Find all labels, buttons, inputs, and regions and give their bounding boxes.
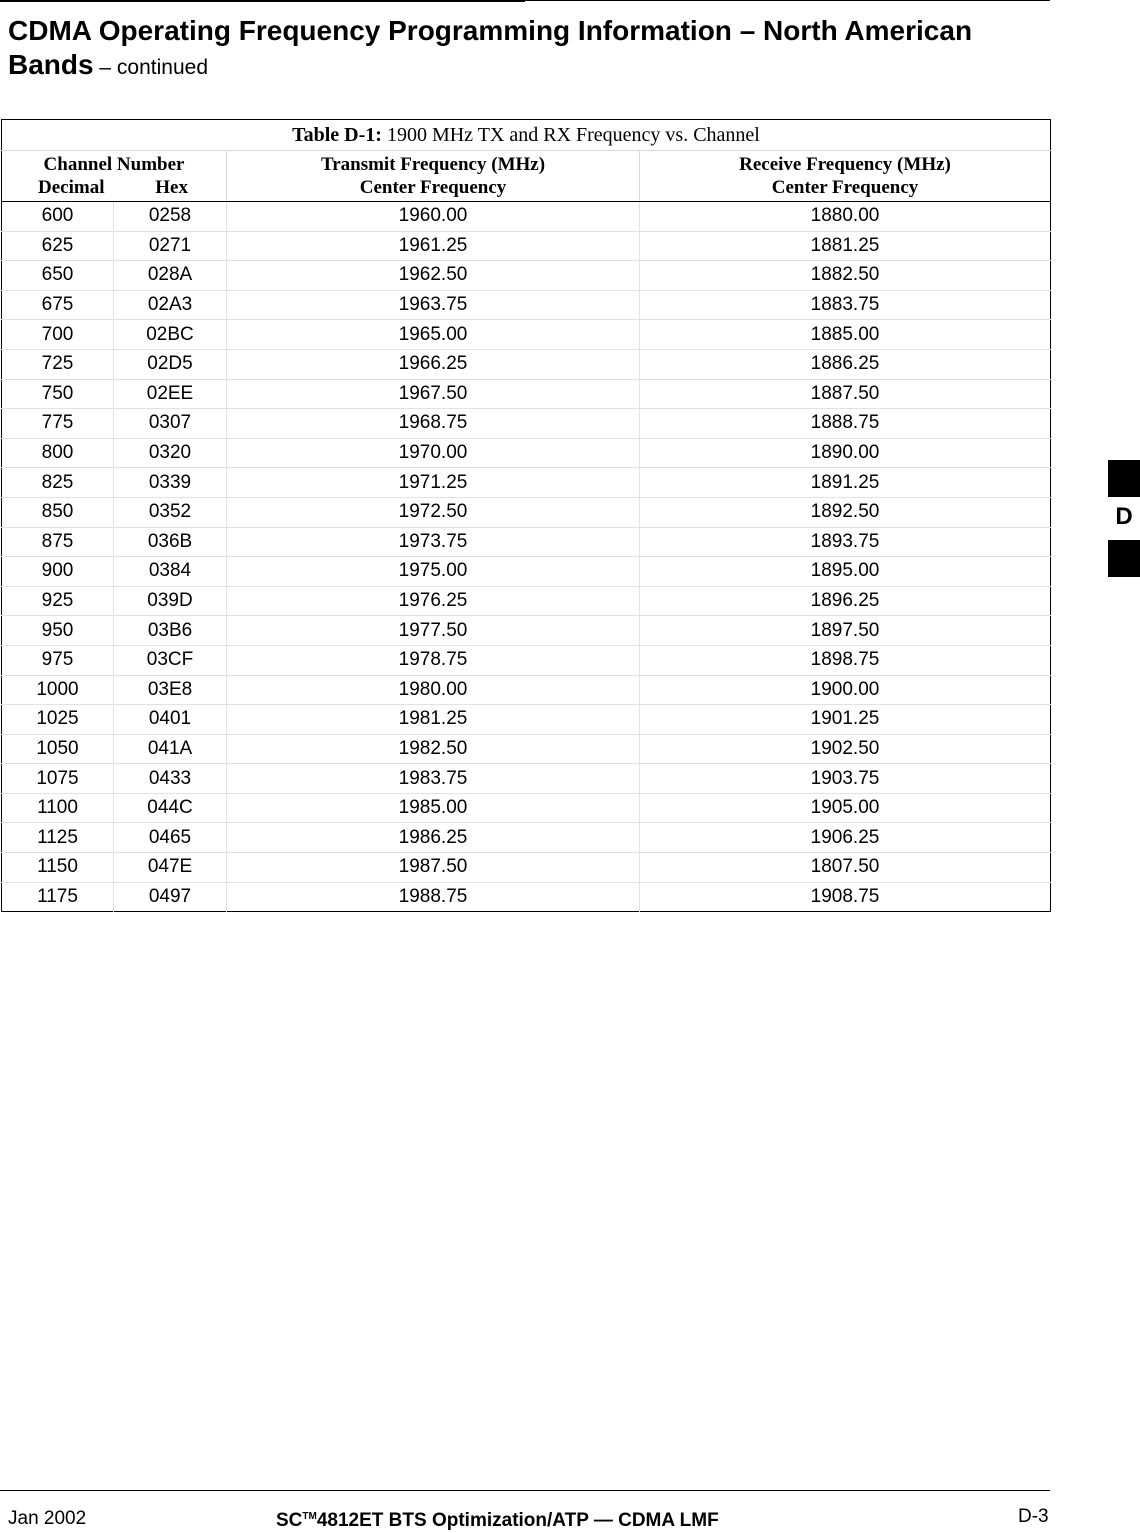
cell-transmit: 1966.25 (227, 349, 640, 379)
cell-hex: 02D5 (114, 349, 227, 379)
table-row (2, 290, 1051, 320)
cell-decimal: 850 (2, 497, 114, 527)
cell-decimal: 725 (2, 349, 114, 379)
cell-transmit: 1963.75 (227, 290, 640, 320)
cell-transmit: 1986.25 (227, 823, 640, 853)
cell-hex: 03E8 (114, 675, 227, 705)
cell-hex: 0339 (114, 468, 227, 498)
cell-receive: 1908.75 (810, 885, 880, 907)
cell-hex: 02A3 (114, 290, 227, 320)
table-row (2, 764, 1051, 794)
footer-page-number: D-3 (1018, 1506, 1049, 1527)
cell-transmit: 1978.75 (227, 645, 640, 675)
cell-transmit: 1980.00 (227, 675, 640, 705)
cell-receive: 1883.75 (640, 290, 1051, 320)
cell-decimal: 600 (2, 202, 114, 232)
footer-trademark: TM (302, 1511, 317, 1522)
cell-transmit: 1983.75 (227, 764, 640, 794)
table-caption-label: Table D-1: (292, 123, 382, 146)
header-tx-line1: Transmit Frequency (MHz) (320, 154, 546, 175)
cell-hex: 02EE (114, 379, 227, 409)
cell-decimal: 975 (2, 645, 114, 675)
footer-date: Jan 2002 (8, 1508, 87, 1529)
table-caption (2, 120, 1051, 151)
cell-receive: 1888.75 (640, 409, 1051, 439)
table-caption-text: 1900 MHz TX and RX Frequency vs. Channel (381, 123, 760, 146)
cell-hex: 0307 (114, 409, 227, 439)
cell-decimal: 775 (2, 409, 114, 439)
cell-decimal: 1100 (2, 793, 114, 823)
page-title (8, 14, 1048, 85)
table-row (2, 438, 1051, 468)
cell-receive: 1882.50 (640, 261, 1051, 291)
cell-hex: 0497 (114, 882, 227, 912)
cell-transmit: 1982.50 (227, 734, 640, 764)
cell-receive: 1893.75 (640, 527, 1051, 557)
table-row (2, 645, 1051, 675)
cell-receive: 1900.00 (640, 675, 1051, 705)
table-row (2, 261, 1051, 291)
cell-decimal: 1050 (2, 734, 114, 764)
table-row (2, 616, 1051, 646)
frequency-table (1, 119, 1051, 912)
cell-transmit: 1977.50 (227, 616, 640, 646)
cell-hex: 0384 (114, 557, 227, 587)
table-row (2, 409, 1051, 439)
cell-receive: 1896.25 (640, 586, 1051, 616)
cell-receive: 1897.50 (640, 616, 1051, 646)
cell-hex: 047E (114, 853, 227, 883)
cell-decimal: 1150 (2, 853, 114, 883)
table-row (2, 202, 1051, 232)
cell-decimal: 1125 (2, 823, 114, 853)
cell-transmit: 1975.00 (227, 557, 640, 587)
cell-receive: 1905.00 (640, 793, 1051, 823)
cell-hex: 02BC (114, 320, 227, 350)
table-row (2, 793, 1051, 823)
cell-receive: 1807.50 (640, 853, 1051, 883)
top-rule-thin (525, 0, 1050, 1)
table-row (2, 320, 1051, 350)
cell-hex: 0433 (114, 764, 227, 794)
cell-hex: 0258 (114, 202, 227, 232)
table-row (2, 527, 1051, 557)
table-row (2, 675, 1051, 705)
cell-decimal: 925 (2, 586, 114, 616)
table-body (2, 202, 1051, 912)
footer-rule (0, 1490, 1050, 1491)
cell-receive: 1880.00 (640, 202, 1051, 232)
side-tab-block-bottom (1108, 540, 1140, 577)
cell-decimal: 675 (2, 290, 114, 320)
cell-decimal: 650 (2, 261, 114, 291)
header-channel-number (2, 151, 227, 202)
footer-doc-rest: 4812ET BTS Optimization/ATP — CDMA LMF (316, 1510, 719, 1531)
cell-hex: 039D (114, 586, 227, 616)
cell-decimal: 1075 (2, 764, 114, 794)
cell-transmit: 1972.50 (227, 497, 640, 527)
table-row (2, 586, 1051, 616)
header-receive-frequency (640, 151, 1051, 202)
table-row (2, 379, 1051, 409)
header-rx-line1: Receive Frequency (MHz) (739, 154, 951, 175)
cell-receive: 1881.25 (640, 231, 1051, 261)
cell-transmit: 1988.75 (227, 882, 640, 912)
side-tab-block-top (1108, 460, 1140, 497)
table-row (2, 497, 1051, 527)
cell-decimal: 1025 (2, 705, 114, 735)
top-rule (0, 0, 525, 2)
cell-receive: 1901.25 (640, 705, 1051, 735)
cell-receive: 1898.75 (640, 645, 1051, 675)
cell-decimal: 700 (2, 320, 114, 350)
header-channel-label: Channel Number (43, 154, 185, 175)
header-rx-line2: Center Frequency (771, 177, 919, 198)
cell-receive: 1895.00 (640, 557, 1051, 587)
cell-transmit: 1965.00 (227, 320, 640, 350)
cell-hex: 041A (114, 734, 227, 764)
cell-hex: 0401 (114, 705, 227, 735)
cell-transmit: 1971.25 (227, 468, 640, 498)
page-title-continued: – continued (93, 56, 209, 79)
table-row (2, 882, 1051, 912)
cell-transmit: 1981.25 (227, 705, 640, 735)
cell-decimal: 750 (2, 379, 114, 409)
cell-decimal: 625 (2, 231, 114, 261)
cell-receive: 1886.25 (640, 349, 1051, 379)
cell-hex: 03B6 (114, 616, 227, 646)
table-row (2, 853, 1051, 883)
cell-hex: 028A (114, 261, 227, 291)
cell-decimal: 1175 (2, 882, 114, 912)
cell-hex: 0465 (114, 823, 227, 853)
footer-doc-prefix: SC (276, 1510, 303, 1531)
table-row (2, 557, 1051, 587)
cell-transmit: 1985.00 (227, 793, 640, 823)
header-tx-line2: Center Frequency (359, 177, 507, 198)
cell-transmit: 1970.00 (227, 438, 640, 468)
cell-decimal: 800 (2, 438, 114, 468)
cell-receive: 1892.50 (640, 497, 1051, 527)
cell-receive: 1902.50 (640, 734, 1051, 764)
cell-transmit: 1967.50 (227, 379, 640, 409)
cell-transmit: 1961.25 (227, 231, 640, 261)
page-title-main: CDMA Operating Frequency Programming Information – North American Bands (8, 15, 973, 80)
cell-receive: 1885.00 (640, 320, 1051, 350)
cell-receive: 1903.75 (640, 764, 1051, 794)
cell-transmit: 1973.75 (227, 527, 640, 557)
cell-receive: 1890.00 (640, 438, 1051, 468)
table-row (2, 231, 1051, 261)
cell-decimal: 875 (2, 527, 114, 557)
cell-decimal: 900 (2, 557, 114, 587)
cell-receive: 1887.50 (640, 379, 1051, 409)
cell-decimal: 1000 (2, 675, 114, 705)
cell-receive: 1906.25 (640, 823, 1051, 853)
table-row (2, 705, 1051, 735)
cell-hex: 036B (114, 527, 227, 557)
table-row (2, 349, 1051, 379)
cell-transmit: 1960.00 (227, 202, 640, 232)
cell-transmit: 1976.25 (227, 586, 640, 616)
side-tab-letter: D (1115, 503, 1133, 530)
table-row (2, 823, 1051, 853)
table-row (2, 734, 1051, 764)
cell-hex: 0320 (114, 438, 227, 468)
cell-transmit: 1987.50 (227, 853, 640, 883)
cell-hex: 0271 (114, 231, 227, 261)
cell-receive: 1891.25 (640, 468, 1051, 498)
header-hex: Hex (155, 177, 188, 198)
cell-hex: 0352 (114, 497, 227, 527)
cell-decimal: 825 (2, 468, 114, 498)
cell-hex: 044C (114, 793, 227, 823)
cell-decimal: 950 (2, 616, 114, 646)
cell-transmit: 1968.75 (227, 409, 640, 439)
header-decimal: Decimal (38, 177, 105, 198)
cell-transmit: 1962.50 (227, 261, 640, 291)
header-transmit-frequency (227, 151, 640, 202)
table-row (2, 468, 1051, 498)
footer-document-title (276, 1510, 719, 1532)
cell-hex: 03CF (114, 645, 227, 675)
